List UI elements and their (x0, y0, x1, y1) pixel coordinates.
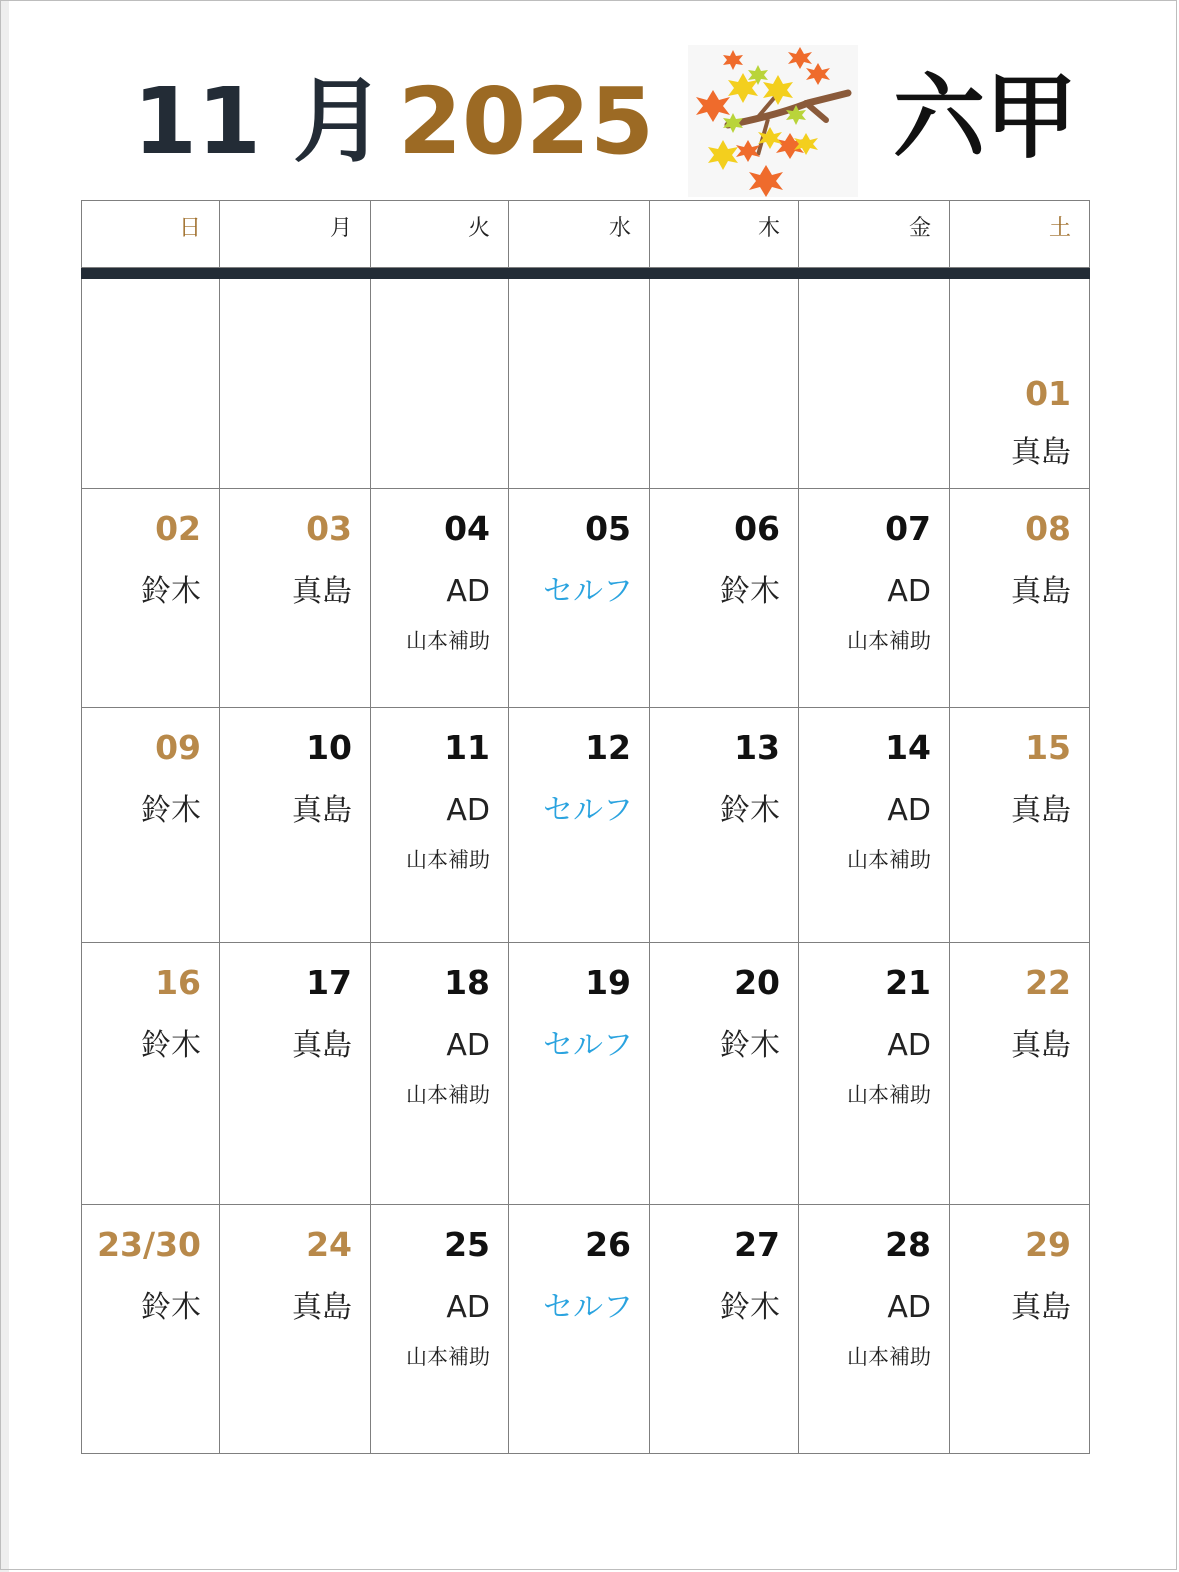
day-cell (220, 708, 371, 943)
title-month: 11 月 (133, 68, 386, 175)
weekday-fri: 金 (799, 201, 950, 268)
day-entry: 鈴木 (141, 1028, 201, 1063)
day-cell (650, 1205, 799, 1454)
day-sub-entry: 山本補助 (847, 629, 931, 653)
day-entry: 真島 (292, 1028, 352, 1063)
calendar-body (82, 279, 1090, 1454)
day-cell (220, 489, 371, 708)
day-cell (82, 489, 220, 708)
header-divider-bar (82, 268, 1090, 279)
day-number: 07 (885, 509, 931, 548)
day-cell (950, 708, 1090, 943)
day-sub-entry: 山本補助 (847, 1083, 931, 1107)
day-entry: 鈴木 (720, 1028, 780, 1063)
day-cell (371, 943, 509, 1205)
day-entry: 真島 (1011, 435, 1071, 470)
day-cell (82, 1205, 220, 1454)
day-cell (799, 1205, 950, 1454)
day-cell (82, 279, 220, 489)
day-cell (650, 489, 799, 708)
day-cell (371, 489, 509, 708)
day-entry: セルフ (543, 1290, 633, 1325)
weekday-sat: 土 (950, 201, 1090, 268)
day-number: 14 (885, 728, 931, 767)
day-entry: 真島 (1011, 1028, 1071, 1063)
day-cell (82, 708, 220, 943)
day-entry: AD (887, 1290, 931, 1325)
day-cell (82, 943, 220, 1205)
title-place: 六甲 (893, 64, 1078, 171)
header-divider (82, 268, 1090, 279)
day-entry: 鈴木 (141, 1290, 201, 1325)
day-cell (371, 1205, 509, 1454)
day-entry: 真島 (292, 793, 352, 828)
day-number: 13 (734, 728, 780, 767)
day-entry: 真島 (1011, 574, 1071, 609)
calendar-week-row (82, 708, 1090, 943)
day-number: 01 (1025, 374, 1071, 413)
calendar-week-row (82, 1205, 1090, 1454)
day-cell (220, 1205, 371, 1454)
weekday-mon: 月 (220, 201, 371, 268)
day-number: 21 (885, 963, 931, 1002)
day-cell (509, 279, 650, 489)
day-number: 15 (1025, 728, 1071, 767)
day-entry: 鈴木 (141, 574, 201, 609)
day-cell (950, 489, 1090, 708)
day-entry: AD (887, 1028, 931, 1063)
day-entry: 真島 (1011, 793, 1071, 828)
day-number: 17 (306, 963, 352, 1002)
day-number: 18 (444, 963, 490, 1002)
day-cell (509, 943, 650, 1205)
day-number: 11 (444, 728, 490, 767)
day-cell (650, 708, 799, 943)
day-number: 16 (155, 963, 201, 1002)
day-number: 10 (306, 728, 352, 767)
day-number: 27 (734, 1225, 780, 1264)
day-sub-entry: 山本補助 (406, 848, 490, 872)
calendar-title (0, 0, 1179, 200)
day-cell (950, 1205, 1090, 1454)
day-entry: AD (887, 793, 931, 828)
day-number: 03 (306, 509, 352, 548)
day-sub-entry: 山本補助 (406, 1345, 490, 1369)
day-sub-entry: 山本補助 (847, 848, 931, 872)
day-entry: AD (446, 1028, 490, 1063)
day-cell (509, 1205, 650, 1454)
day-cell (799, 279, 950, 489)
day-number: 06 (734, 509, 780, 548)
day-entry: セルフ (543, 1028, 633, 1063)
day-entry: 鈴木 (141, 793, 201, 828)
day-number: 05 (585, 509, 631, 548)
day-entry: セルフ (543, 574, 633, 609)
weekday-tue: 火 (371, 201, 509, 268)
day-cell (509, 708, 650, 943)
weekday-sun: 日 (82, 201, 220, 268)
day-cell (509, 489, 650, 708)
title-year: 2025 (398, 68, 655, 175)
day-number: 29 (1025, 1225, 1071, 1264)
day-entry: AD (446, 793, 490, 828)
day-number: 20 (734, 963, 780, 1002)
day-cell (799, 489, 950, 708)
weekday-header-row (82, 201, 1090, 268)
day-number: 08 (1025, 509, 1071, 548)
calendar-week-row (82, 943, 1090, 1205)
day-cell (650, 943, 799, 1205)
day-number: 19 (585, 963, 631, 1002)
day-entry: 鈴木 (720, 574, 780, 609)
day-cell (950, 279, 1090, 489)
day-sub-entry: 山本補助 (406, 1083, 490, 1107)
day-entry: 鈴木 (720, 1290, 780, 1325)
day-cell (799, 708, 950, 943)
day-number: 26 (585, 1225, 631, 1264)
day-number: 28 (885, 1225, 931, 1264)
day-cell (220, 279, 371, 489)
day-entry: 真島 (292, 574, 352, 609)
day-number: 25 (444, 1225, 490, 1264)
day-entry: 真島 (1011, 1290, 1071, 1325)
day-cell (220, 943, 371, 1205)
day-cell (371, 708, 509, 943)
day-number: 04 (444, 509, 490, 548)
calendar-week-row (82, 279, 1090, 489)
weekday-wed: 水 (509, 201, 650, 268)
day-entry: AD (446, 1290, 490, 1325)
day-entry: セルフ (543, 793, 633, 828)
day-cell (799, 943, 950, 1205)
weekday-thu: 木 (650, 201, 799, 268)
day-entry: AD (887, 574, 931, 609)
day-number: 24 (306, 1225, 352, 1264)
day-cell (371, 279, 509, 489)
day-sub-entry: 山本補助 (406, 629, 490, 653)
autumn-maple-leaves-icon (688, 45, 858, 197)
day-number: 23/30 (97, 1225, 201, 1264)
day-cell (650, 279, 799, 489)
day-entry: AD (446, 574, 490, 609)
calendar-grid (81, 200, 1090, 1454)
day-number: 22 (1025, 963, 1071, 1002)
day-sub-entry: 山本補助 (847, 1345, 931, 1369)
day-cell (950, 943, 1090, 1205)
day-number: 09 (155, 728, 201, 767)
day-number: 12 (585, 728, 631, 767)
day-entry: 真島 (292, 1290, 352, 1325)
day-entry: 鈴木 (720, 793, 780, 828)
calendar-week-row (82, 489, 1090, 708)
day-number: 02 (155, 509, 201, 548)
